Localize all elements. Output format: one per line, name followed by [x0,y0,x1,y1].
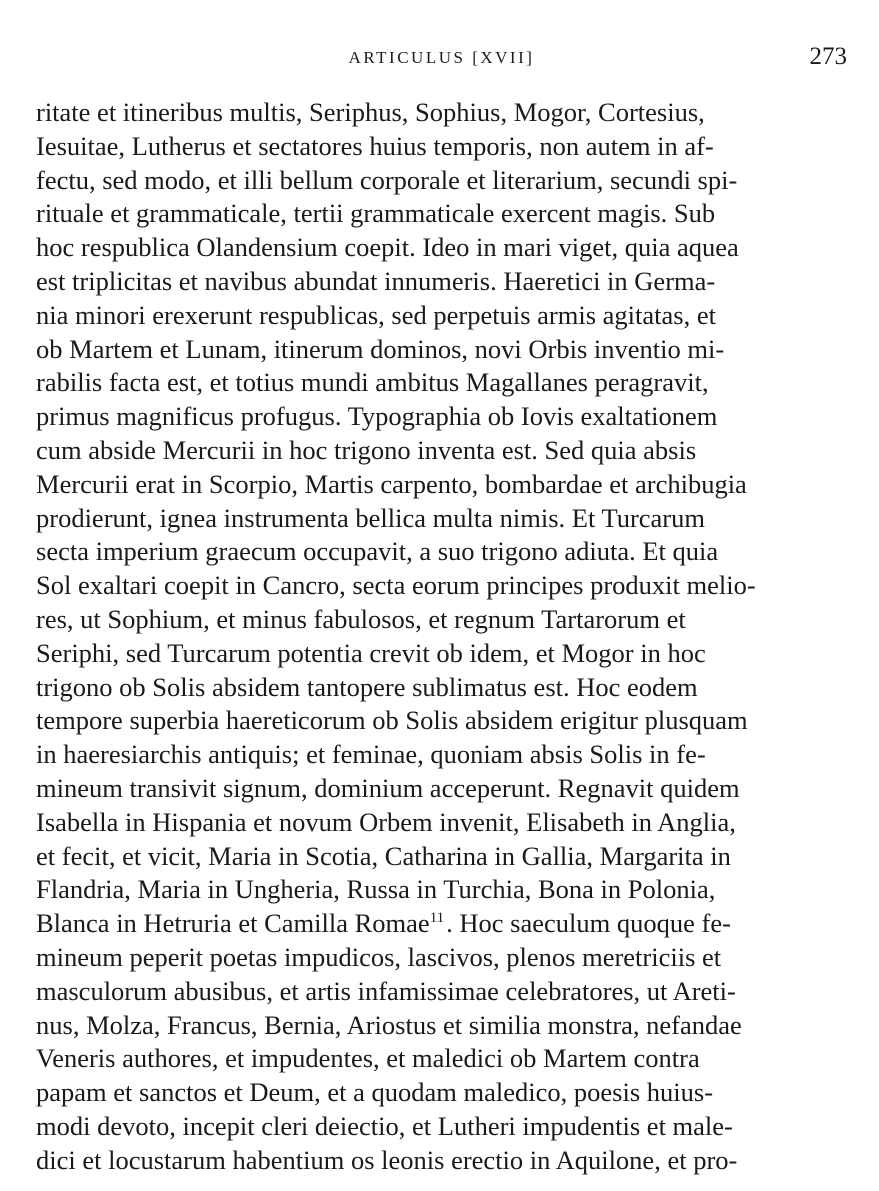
text-line-with-footnote [36,907,847,941]
text-line: est triplicitas et navibus abundat innumeris. Haeretici in Germa- [36,265,716,296]
text-line: papam et sanctos et Deum, et a quodam maledico, poesis huius- [36,1077,714,1108]
text-segment: Blanca in Hetruria et Camilla Romae [36,908,430,939]
text-line: Veneris authores, et impudentes, et maledici ob Martem contra [36,1043,700,1074]
running-head [36,44,847,74]
footnote-reference[interactable]: 11 [429,910,445,927]
book-page [36,0,847,1191]
text-line: masculorum abusibus, et artis infamissimae celebratores, ut Areti- [36,975,736,1006]
text-line: Iesuitae, Lutherus et sectatores huius temporis, non autem in af- [36,130,714,161]
text-line: ob Martem et Lunam, itinerum dominos, novi Orbis inventio mi- [36,333,725,364]
body-text [36,96,847,1178]
text-line: Isabella in Hispania et novum Orbem invenit, Elisabeth in Anglia, [36,806,736,837]
text-line: Seriphi, sed Turcarum potentia crevit ob idem, et Mogor in hoc [36,637,706,668]
text-line: trigono ob Solis absidem tantopere sublimatus est. Hoc eodem [36,671,698,702]
text-line: mineum transivit signum, dominium acceperunt. Regnavit quidem [36,772,740,803]
text-line: prodierunt, ignea instrumenta bellica multa nimis. Et Turcarum [36,502,705,533]
running-title: ARTICULUS [XVII] [348,48,535,67]
text-line: hoc respublica Olandensium coepit. Ideo in mari viget, quia aquea [36,232,739,263]
text-line: secta imperium graecum occupavit, a suo trigono adiuta. Et quia [36,536,719,567]
text-line: rituale et grammaticale, tertii grammaticale exercent magis. Sub [36,198,716,229]
text-line: cum abside Mercurii in hoc trigono inventa est. Sed quia absis [36,434,697,465]
text-line: dici et locustarum habentium os leonis erectio in Aquilone, et pro- [36,1144,738,1175]
text-line: res, ut Sophium, et minus fabulosos, et regnum Tartarorum et [36,603,686,634]
text-line: rabilis facta est, et totius mundi ambitus Magallanes peragravit, [36,367,709,398]
text-line: mineum peperit poetas impudicos, lascivos, plenos meretriciis et [36,941,722,972]
text-line: in haeresiarchis antiquis; et feminae, quoniam absis Solis in fe- [36,739,706,770]
text-line: tempore superbia haereticorum ob Solis absidem erigitur plusquam [36,705,748,736]
text-line: Mercurii erat in Scorpio, Martis carpento, bombardae et archibugia [36,468,747,499]
text-line: primus magnificus profugus. Typographia ob Iovis exaltationem [36,401,718,432]
text-line: Sol exaltari coepit in Cancro, secta eorum principes produxit melio- [36,570,756,601]
text-segment: . Hoc saeculum quoque fe- [446,908,731,939]
text-line: Flandria, Maria in Ungheria, Russa in Turchia, Bona in Polonia, [36,874,716,905]
text-line: modi devoto, incepit cleri deiectio, et Lutheri impudentis et male- [36,1110,733,1141]
text-line: ritate et itineribus multis, Seriphus, Sophius, Mogor, Cortesius, [36,97,705,127]
text-line: fectu, sed modo, et illi bellum corporale et literarium, secundi spi- [36,164,738,195]
page-number: 273 [809,43,847,70]
text-line: nus, Molza, Francus, Bernia, Ariostus et similia monstra, nefandae [36,1009,742,1040]
text-line: nia minori erexerunt respublicas, sed perpetuis armis agitatas, et [36,299,716,330]
text-line: et fecit, et vicit, Maria in Scotia, Catharina in Gallia, Margarita in [36,840,731,871]
